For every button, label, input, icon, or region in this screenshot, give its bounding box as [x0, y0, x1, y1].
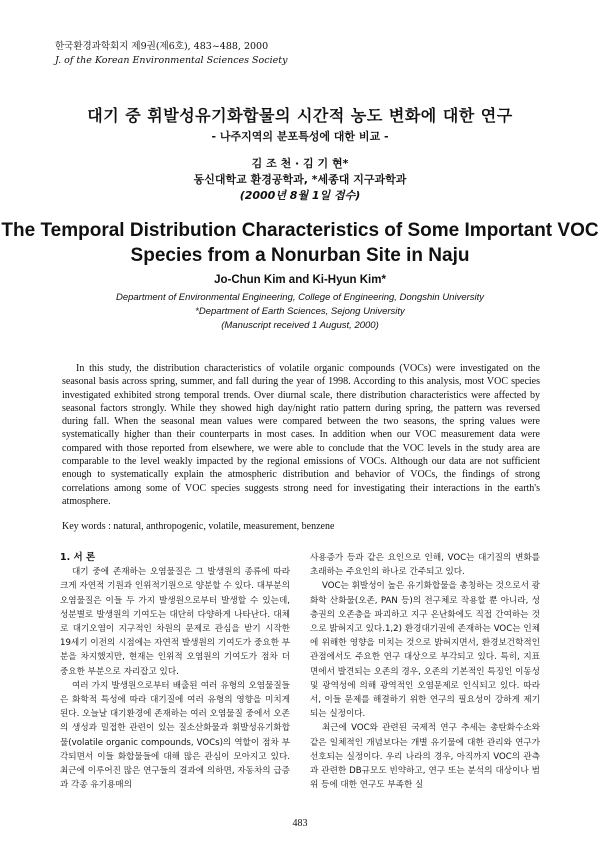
journal-citation-korean: 한국환경과학회지 제9권(제6호), 483~488, 2000 [55, 41, 269, 52]
body-paragraph: 최근에 VOC와 관련된 국제적 연구 추세는 총탄화수소와 같은 일체적인 개념보다는 개별 유기물에 대한 관리와 연구가 선호되는 실정이다. 우리 나라의 경우, 아직까지 VOC의 관측과 관련한 DB규모도 빈약하고, 연구 또는 분석의 대상이나 범위 등에 대한 연구도 부족한 실 [310, 723, 540, 791]
english-authors: Jo-Chun Kim and Ki-Hyun Kim* [214, 274, 386, 286]
korean-authors: 김 조 천 · 김 기 현* [251, 157, 349, 170]
body-column-left [60, 551, 290, 792]
journal-name-english: J. of the Korean Environmental Sciences Society [55, 55, 288, 66]
english-title [0, 218, 600, 268]
body-paragraph: 사용증가 등과 같은 요인으로 인해, VOC는 대기질의 변화를 초래하는 주요인의 하나로 간주되고 있다. [310, 553, 540, 578]
english-title-line2: Species from a Nonurban Site in Naju [130, 245, 470, 266]
english-affiliations [0, 291, 600, 333]
english-title-line1: The Temporal Distribution Characteristics of Some Important VOC [1, 220, 599, 241]
korean-received: (2000년 8월 1일 접수) [239, 189, 361, 202]
section-heading-introduction: 1. 서 론 [60, 552, 96, 563]
page-number: 483 [292, 818, 308, 829]
journal-header [55, 40, 287, 68]
affiliation-2: *Department of Earth Sciences, Sejong University [195, 306, 405, 317]
affiliation-1: Department of Environmental Engineering, College of Engineering, Dongshin University [115, 292, 485, 303]
abstract: In this study, the distribution characteristics of volatile organic compounds (VOCs) were investigated on the seasonal basis across spring, summer, and fall during the year of 1998. According to this analysis, most VOC species investigated exhibited strong temporal trends. Over diurnal scale, there distribution characteristics were affected by seasonal factors strongly. While they showed high day/night ratio pattern during spring, the pattern was reversed during fall. When the seasonal mean values were compared between the two seasons, the spring values were systematically higher than their counterparts in most cases. In addition when our VOC measurement data were compared with those reported from elsewhere, we were able to conclude that the VOC levels in the study area are comparable to the level weakly impacted by the regional emissions of VOCs. Although our data are not sufficient enough to systematically explain the atmospheric distribution and behavior of VOCs, the findings of strong correlations among some of VOC species suggests strong need for investigating their interactions in the earth's atmosphere. [62, 363, 540, 507]
keywords: Key words : natural, anthropogenic, volatile, measurement, benzene [62, 521, 335, 532]
korean-author-block [0, 156, 600, 204]
body-paragraph: 여러 가지 발생원으로부터 배출된 여러 유형의 오염물질들은 화학적 특성에 따라 대기질에 여러 유형의 영향을 미치게 된다. 오늘날 대기환경에 존재하는 여러 오염물질 중에서 오존의 생성과 밀접한 관련이 있는 질소산화물과 휘발성유기화합물(volatile organic compounds, VOCs)의 역할이 점차 부각되면서 이들 화합물들에 대해 많은 관심이 모아지고 있다. 최근에 이루어진 많은 연구들의 결과에 의하면, 자동차의 급증과 각종 유기용매의 [60, 680, 290, 791]
body-paragraph: VOC는 휘발성이 높은 유기화합물을 총칭하는 것으로서 광화학 산화물(오존, PAN 등)의 전구체로 작용할 뿐 아니라, 성층권의 오존층을 파괴하고 지구 온난화에도 직접 간여하는 것으로 밝혀지고 있다.1,2) 환경대기권에 존재하는 VOC는 인체에 위해한 영향을 미치는 것으로 밝혀지면서, 환경보건학적인 관점에서도 주요한 연구 대상으로 부각되고 있다. 특히, 지표면에서 발견되는 오존의 경우, 오존의 기본적인 특징인 이동성 및 광역성에 의해 광역적인 오염문제로 인식되고 있다. 따라서, 이들 문제를 해결하기 위한 연구의 필요성이 강하게 제기되는 실정이다. [310, 581, 540, 720]
manuscript-received: (Manuscript received 1 August, 2000) [221, 320, 379, 331]
body-column-right [310, 551, 540, 792]
body-paragraph: 대기 중에 존재하는 오염물질은 그 발생원의 종류에 따라 크게 자연적 기원과 인위적기원으로 양분할 수 있다. 대부분의 오염물질은 이들 두 가지 발생원으로부터 발생할 수 있는데, 성분별로 발생원의 기여도는 대단히 다양하게 나타난다. 대체로 대기오염이 지구적인 차원의 문제로 관심을 받기 시작한 19세기 이전의 시점에는 자연적 발생원의 기여도가 중요한 부분을 차지했지만, 현재는 인위적 오염원의 기여도가 점차 더 중요한 부분으로 자리잡고 있다. [60, 567, 290, 677]
korean-subtitle: - 나주지역의 분포특성에 대한 비교 - [211, 130, 389, 143]
korean-affiliation: 동신대학교 환경공학과, *세종대 지구과학과 [193, 173, 407, 186]
korean-title: 대기 중 휘발성유기화합물의 시간적 농도 변화에 대한 연구 [87, 106, 513, 125]
